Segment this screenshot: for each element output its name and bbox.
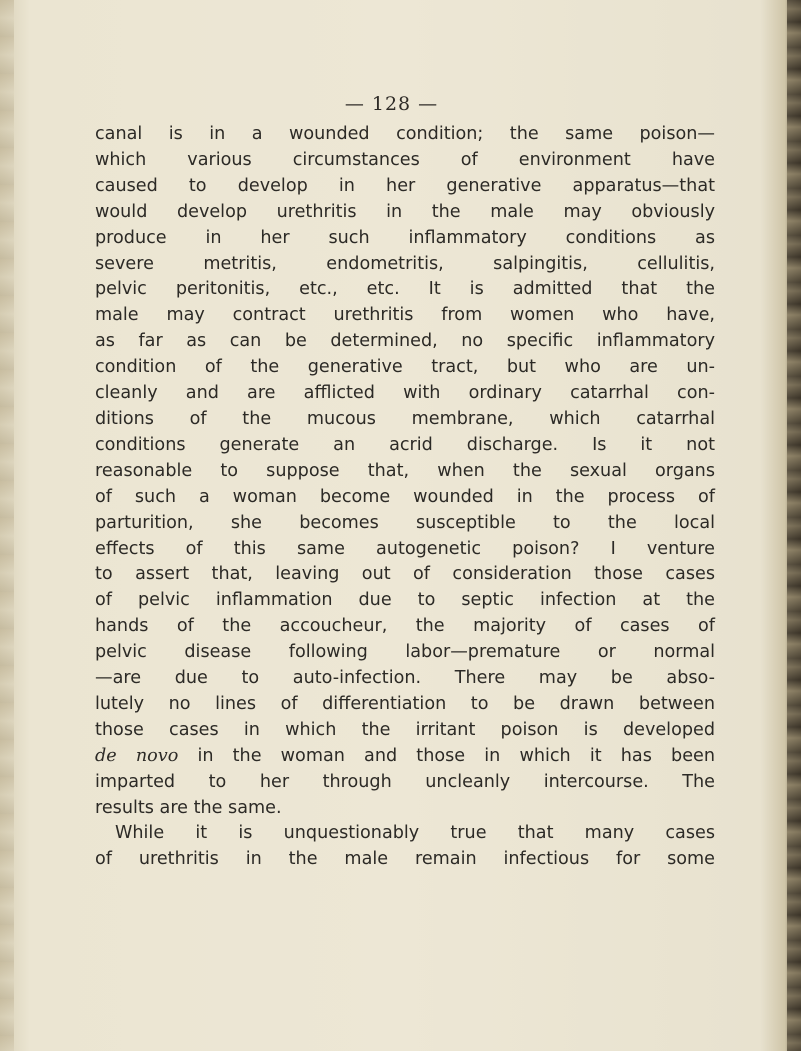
italic-phrase: de novo (95, 745, 179, 766)
page-gutter-shadow (0, 0, 14, 1051)
text-line: cleanly and are afflicted with ordinary catarrhal con- (95, 383, 715, 404)
page-edge (787, 0, 801, 1051)
text-line: of such a woman become wounded in the process of (95, 486, 715, 507)
text-line: effects of this same autogenetic poison? I venture (95, 538, 715, 559)
text-line: as far as can be determined, no specific inflammatory (95, 331, 715, 352)
text-line: results are the same. (95, 797, 282, 818)
text-line: of pelvic inflammation due to septic infection at the (95, 590, 715, 611)
text-line: condition of the generative tract, but who are un- (95, 357, 715, 378)
text-fragment: in the woman and those in which it has been (178, 745, 716, 766)
text-line: of urethritis in the male remain infectious for some (95, 849, 715, 870)
text-line-italic-phrase (95, 744, 715, 770)
text-line: pelvic peritonitis, etc., etc. It is admitted that the (95, 279, 715, 300)
text-line: conditions generate an acrid discharge. Is it not (95, 434, 715, 455)
text-line: pelvic disease following labor—premature or normal (95, 642, 715, 663)
text-line: which various circumstances of environment have (95, 149, 715, 170)
text-line: ditions of the mucous membrane, which catarrhal (95, 408, 715, 429)
text-line: lutely no lines of differentiation to be drawn between (95, 693, 715, 714)
text-line: caused to develop in her generative apparatus—that (95, 175, 715, 196)
text-line: male may contract urethritis from women who have, (95, 305, 715, 326)
text-line: reasonable to suppose that, when the sexual organs (95, 460, 715, 481)
text-line: hands of the accoucheur, the majority of cases of (95, 616, 715, 637)
text-line: severe metritis, endometritis, salpingitis, cellulitis, (95, 253, 715, 274)
text-line: canal is in a wounded condition; the same poison— (95, 124, 715, 144)
body-text (95, 122, 715, 873)
text-line: would develop urethritis in the male may obviously (95, 201, 715, 222)
text-line: produce in her such inflammatory conditions as (95, 227, 715, 248)
text-line: parturition, she becomes susceptible to the local (95, 512, 715, 533)
text-line: While it is unquestionably true that many cases (115, 823, 715, 844)
page-number: — 128 — (344, 93, 439, 115)
text-line: imparted to her through uncleanly intercourse. The (95, 771, 715, 792)
text-line: to assert that, leaving out of consideration those cases (95, 564, 715, 585)
text-line: those cases in which the irritant poison is developed (95, 719, 715, 740)
text-line: —are due to auto-infection. There may be abso- (95, 668, 715, 689)
